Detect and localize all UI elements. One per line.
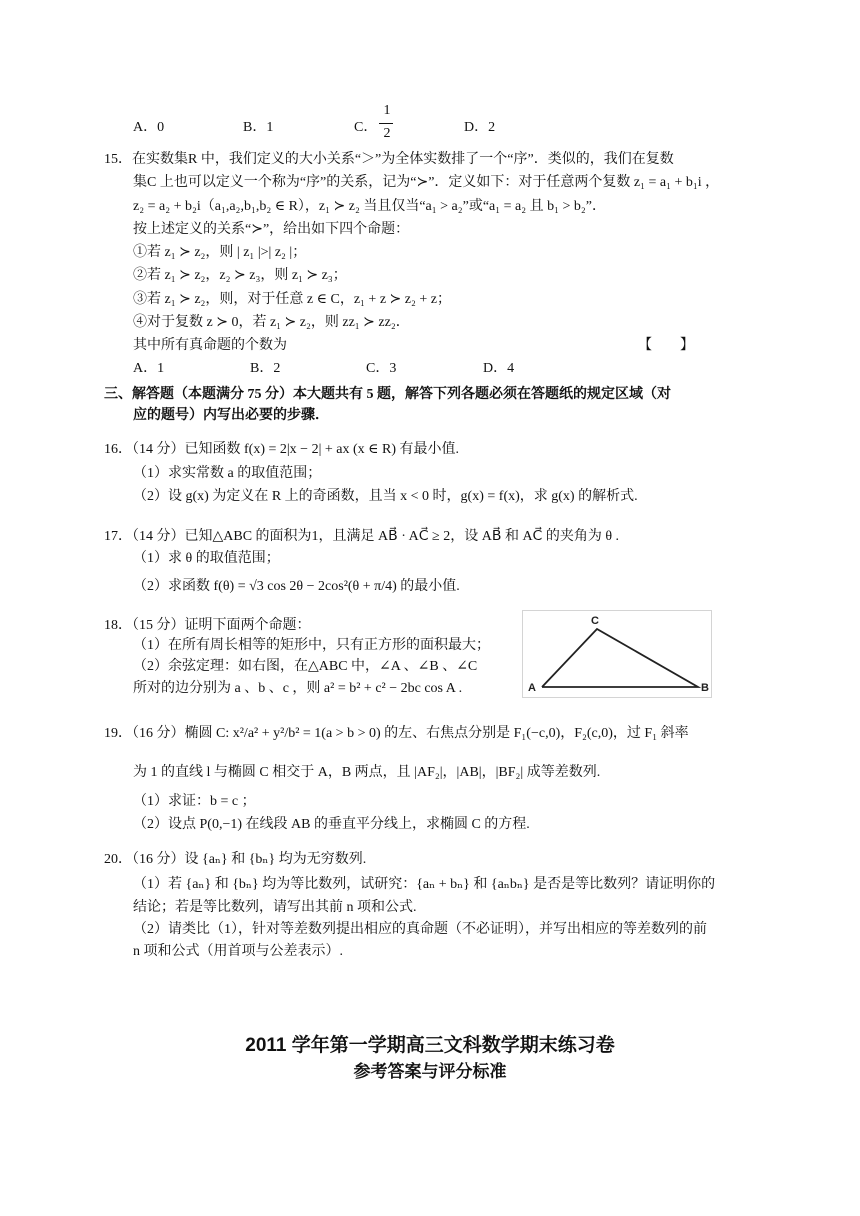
section-3-heading-line-2: 应的题号）内写出必要的步骤． — [133, 408, 329, 423]
q15-line-4: 按上述定义的关系“≻”，给出如下四个命题： — [133, 222, 410, 237]
q15-option-a: A．1 — [133, 361, 165, 376]
q20-part-2: （2）请类比（1），针对等差数列提出相应的真命题（不必证明），并写出相应的等差数列的前 — [133, 922, 707, 937]
q15-option-d: D．4 — [483, 361, 515, 376]
answer-key-subtitle: 参考答案与评分标准 — [353, 1062, 507, 1081]
q17-line-1: 17．（14 分）已知△ABC 的面积为1，且满足 AB⃗ · AC⃗ ≥ 2，设 AB⃗ 和 AC⃗ 的夹角为 θ . — [104, 529, 620, 544]
triangle-abc-figure — [522, 610, 712, 698]
q16-line-1: 16．（14 分）已知函数 f(x) = 2|x − 2| + ax (x ∈ R) 有最小值. — [104, 442, 460, 457]
q15-line-3: z₂ = a₂ + b₂i（a₁,a₂,b₁,b₂ ∈ R），z₁ ≻ z₂ 当且仅当“a₁ > a₂”或“a₁ = a₂ 且 b₁ > b₂”． — [133, 199, 607, 214]
vertex-label-a: A — [528, 682, 536, 694]
q14-option-b: B．1 — [243, 120, 274, 135]
q14-option-d: D．2 — [464, 120, 496, 135]
q18-part-1: （1）在所有周长相等的矩形中，只有正方形的面积最大； — [133, 638, 490, 653]
q15-proposition-3: ③若 z₁ ≻ z₂，则，对于任意 z ∈ C，z₁ + z ≻ z₂ + z； — [133, 292, 451, 307]
q15-line-1: 15．在实数集R 中，我们定义的大小关系“＞”为全体实数排了一个“序”．类似的，我们在复数 — [104, 152, 674, 167]
q14-option-a: A．0 — [133, 120, 165, 135]
q19-part-1: （1）求证：b = c ； — [133, 794, 256, 809]
q14-option-c-denominator: 2 — [383, 126, 391, 141]
q16-part-1: （1）求实常数 a 的取值范围； — [133, 466, 322, 481]
q19-part-2: （2）设点 P(0,−1) 在线段 AB 的垂直平分线上，求椭圆 C 的方程. — [133, 817, 530, 832]
q15-proposition-4: ④对于复数 z ≻ 0，若 z₁ ≻ z₂，则 zz₁ ≻ zz₂． — [133, 315, 410, 330]
vertex-label-b: B — [701, 682, 709, 694]
q17-part-2: （2）求函数 f(θ) = √3 cos 2θ − 2cos²(θ + π/4) 的最小值. — [133, 579, 460, 594]
q15-option-b: B．2 — [250, 361, 281, 376]
q16-part-2: （2）设 g(x) 为定义在 R 上的奇函数，且当 x < 0 时，g(x) = f(x)，求 g(x) 的解析式. — [133, 489, 638, 504]
section-3-heading-line-1: 三、解答题（本题满分 75 分）本大题共有 5 题，解答下列各题必须在答题纸的规定区域（对 — [104, 387, 671, 402]
q15-line-2: 集C 上也可以定义一个称为“序”的关系，记为“≻”．定义如下：对于任意两个复数 z₁ = a₁ + b₁i ， — [133, 175, 720, 190]
q15-option-c: C．3 — [366, 361, 397, 376]
q20-part-1: （1）若 {aₙ} 和 {bₙ} 均为等比数列，试研究：{aₙ + bₙ} 和 {aₙbₙ} 是否是等比数列？请证明你的 — [133, 877, 716, 892]
q14-option-c: C． — [354, 120, 378, 135]
q18-part-2-continued: 所对的边分别为 a 、b 、c ，则 a² = b² + c² − 2bc cos A . — [133, 681, 463, 696]
figure-border — [523, 611, 712, 698]
q17-part-1: （1）求 θ 的取值范围； — [133, 551, 280, 566]
q15-proposition-1: ①若 z₁ ≻ z₂，则 | z₁ |>| z₂ |； — [133, 245, 307, 260]
q20-part-2-continued: n 项和公式（用首项与公差表示）. — [133, 944, 343, 959]
q15-answer-bracket: 【 】 — [638, 338, 694, 353]
q15-proposition-2: ②若 z₁ ≻ z₂，z₂ ≻ z₃，则 z₁ ≻ z₃； — [133, 268, 347, 283]
q14-option-c-fraction-bar — [379, 123, 393, 124]
q18-part-2: （2）余弦定理：如右图，在△ABC 中，∠A 、∠B 、∠C — [133, 659, 478, 674]
q14-option-c-numerator: 1 — [383, 103, 391, 118]
q20-line-1: 20．（16 分）设 {aₙ} 和 {bₙ} 均为无穷数列. — [104, 852, 367, 867]
q19-line-1: 19．（16 分）椭圆 C: x²/a² + y²/b² = 1(a > b > 0) 的左、右焦点分别是 F₁(−c,0)，F₂(c,0)，过 F₁ 斜率 — [104, 726, 689, 741]
q18-line-1: 18．（15 分）证明下面两个命题： — [104, 618, 311, 633]
q19-line-2: 为 1 的直线 l 与椭圆 C 相交于 A，B 两点，且 |AF₂|，|AB|，|BF₂| 成等差数列. — [133, 765, 601, 780]
q15-question: 其中所有真命题的个数为 — [133, 338, 287, 353]
vertex-label-c: C — [591, 615, 599, 627]
answer-key-title: 2011 学年第一学期高三文科数学期末练习卷 — [245, 1035, 615, 1056]
q20-part-1-continued: 结论；若是等比数列，请写出其前 n 项和公式. — [133, 900, 417, 915]
